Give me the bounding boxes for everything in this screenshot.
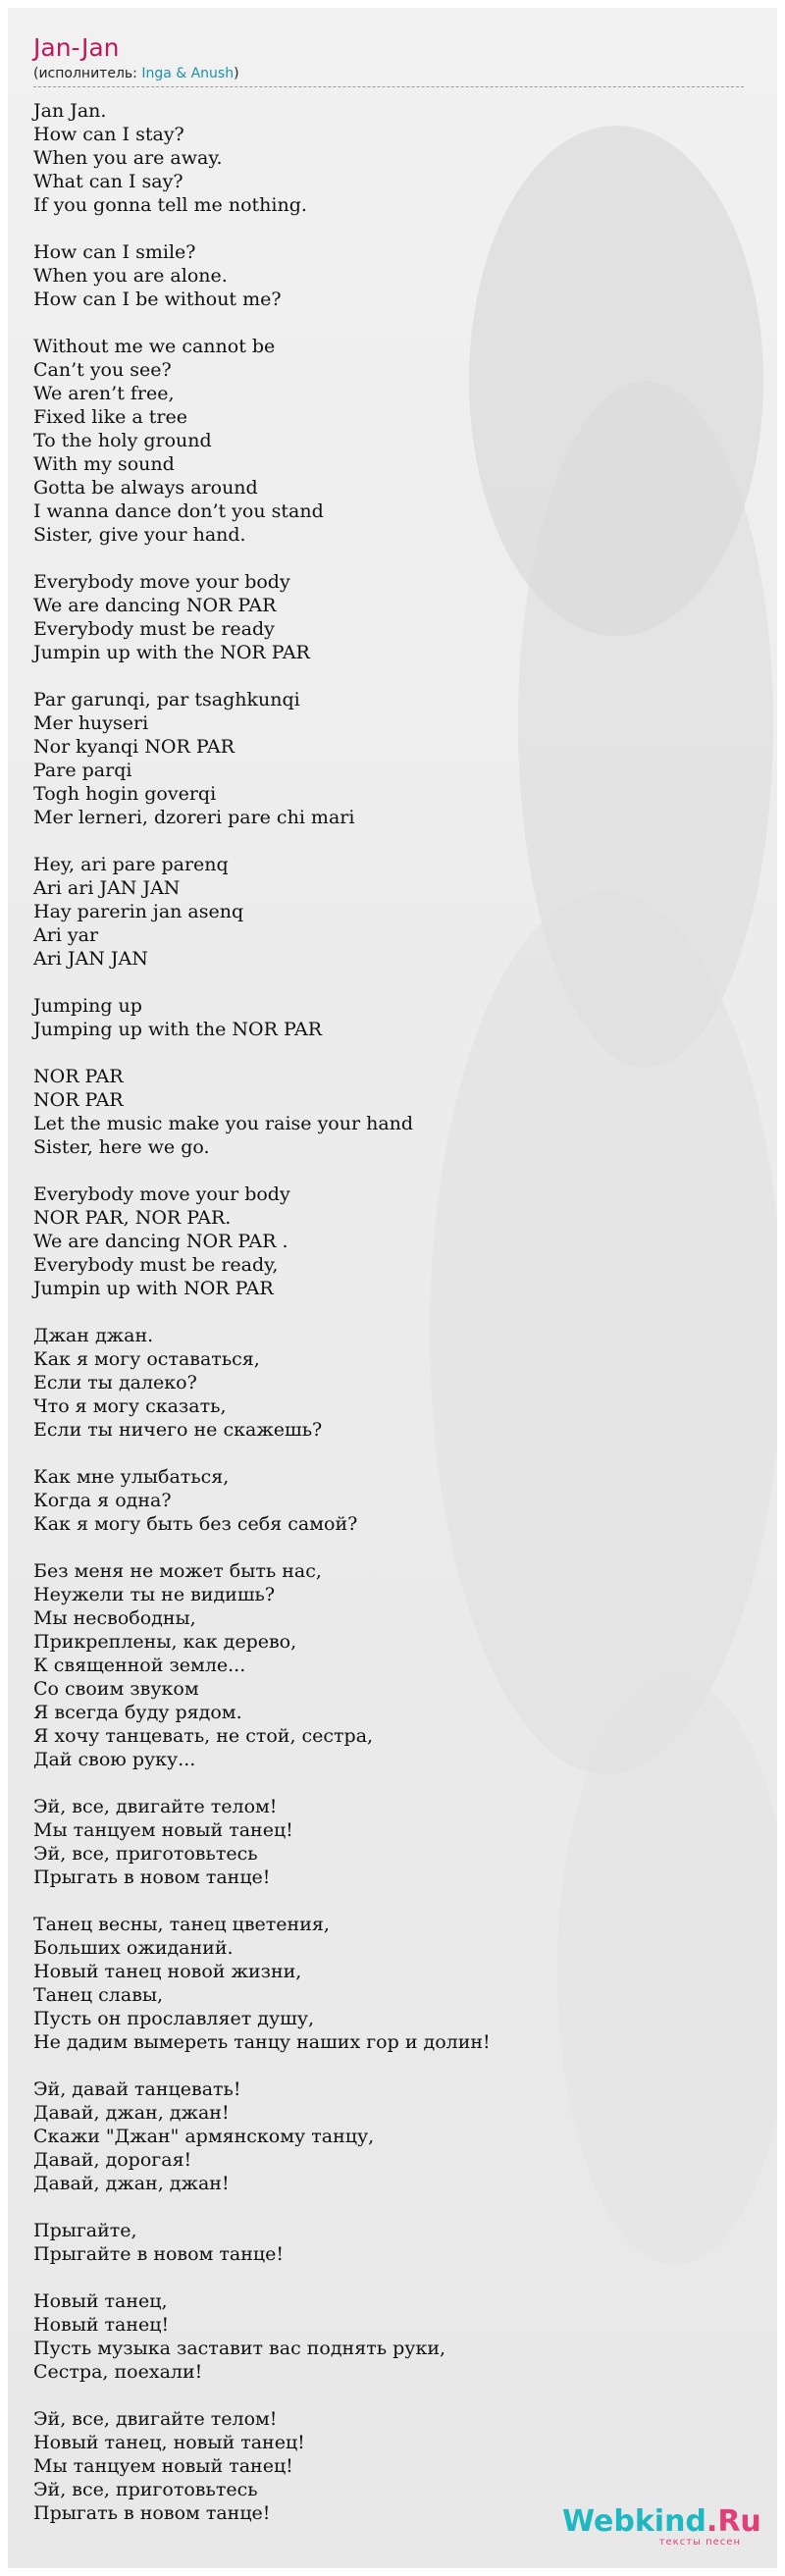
lyrics-stanza	[33, 1559, 740, 1771]
lyrics-stanza	[33, 688, 740, 829]
lyric-line: Джан джан.	[33, 1325, 154, 1346]
lyric-line: Больших ожиданий.	[33, 1937, 234, 1959]
lyrics-stanza	[33, 335, 740, 547]
lyric-line: Скажи "Джан" армянскому танцу,	[33, 2126, 375, 2147]
lyric-line: Ari ari JAN JAN	[33, 877, 181, 899]
lyric-line: Sister, give your hand.	[33, 524, 246, 546]
lyrics-stanza	[33, 1324, 740, 1442]
lyric-line: Can’t you see?	[33, 359, 172, 381]
lyric-line: If you gonna tell me nothing.	[33, 194, 307, 216]
lyric-line: Со своим звуком	[33, 1678, 199, 1700]
lyrics-stanza	[33, 1795, 740, 1889]
lyric-line: NOR PAR	[33, 1089, 124, 1111]
lyric-line: Новый танец новой жизни,	[33, 1961, 302, 1982]
lyric-line: Что я могу сказать,	[33, 1395, 227, 1417]
song-title: Jan-Jan	[33, 33, 120, 62]
lyric-line: Давай, дорогая!	[33, 2149, 192, 2171]
lyric-line: Мы танцуем новый танец!	[33, 1819, 293, 1841]
lyric-line: How can I stay?	[33, 124, 184, 145]
lyric-line: Everybody must be ready,	[33, 1254, 279, 1276]
lyric-line: Как я могу оставаться,	[33, 1348, 260, 1370]
lyric-line: We are dancing NOR PAR .	[33, 1231, 288, 1252]
lyrics-stanza	[33, 1183, 740, 1300]
lyric-line: Прыгать в новом танце!	[33, 1866, 271, 1888]
lyric-line: Пусть музыка заставит вас поднять руки,	[33, 2338, 446, 2359]
lyric-line: Прикреплены, как дерево,	[33, 1631, 297, 1653]
lyric-line: We aren’t free,	[33, 383, 175, 404]
lyric-line: Как мне улыбаться,	[33, 1466, 230, 1488]
lyrics-stanza	[33, 853, 740, 971]
lyric-line: Прыгать в новом танце!	[33, 2502, 271, 2524]
lyric-line: Mer lerneri, dzoreri pare chi mari	[33, 807, 355, 828]
lyric-line: Sister, here we go.	[33, 1136, 210, 1158]
logo-name: Webkind	[562, 2504, 706, 2539]
performer-prefix: (исполнитель:	[33, 66, 142, 81]
lyric-line: Jumpin up with the NOR PAR	[33, 642, 310, 663]
lyric-line: Новый танец!	[33, 2314, 170, 2336]
lyric-line: Jan Jan.	[33, 100, 107, 122]
lyric-line: Эй, все, двигайте телом!	[33, 2408, 278, 2430]
lyric-line: Эй, все, приготовьтесь	[33, 1843, 258, 1865]
lyric-line: Пусть он прославляет душу,	[33, 2008, 315, 2029]
lyric-line: Par garunqi, par tsaghkunqi	[33, 689, 300, 710]
lyric-line: Неужели ты не видишь?	[33, 1584, 276, 1605]
logo-tagline: тексты песен	[658, 2537, 741, 2548]
lyric-line: Прыгайте в новом танце!	[33, 2243, 284, 2265]
performer-link[interactable]: Inga & Anush	[141, 66, 235, 81]
lyric-line: We are dancing NOR PAR	[33, 595, 277, 616]
lyrics-stanza	[33, 2219, 740, 2266]
lyric-line: Mer huyseri	[33, 712, 149, 734]
lyric-line: Новый танец,	[33, 2290, 168, 2312]
lyric-line: When you are alone.	[33, 265, 228, 287]
lyric-line: NOR PAR	[33, 1066, 124, 1087]
performer-suffix: )	[234, 66, 239, 81]
site-logo[interactable]	[562, 2505, 759, 2556]
lyric-line: Everybody move your body	[33, 571, 290, 593]
lyric-line: Я хочу танцевать, не стой, сестра,	[33, 1725, 374, 1747]
lyric-line: Jumping up with the NOR PAR	[33, 1019, 323, 1040]
lyric-line: Как я могу быть без себя самой?	[33, 1513, 358, 1535]
lyrics-stanza	[33, 1065, 740, 1159]
lyric-line: Nor kyanqi NOR PAR	[33, 736, 235, 758]
lyrics-stanza	[33, 994, 740, 1041]
lyric-line: Эй, давай танцевать!	[33, 2078, 241, 2100]
lyric-line: Hay parerin jan asenq	[33, 901, 244, 922]
lyric-line: Everybody must be ready	[33, 618, 275, 640]
lyrics-stanza	[33, 570, 740, 664]
lyrics-text	[33, 99, 740, 2549]
lyric-line: How can I be without me?	[33, 289, 282, 310]
lyric-line: Jumpin up with NOR PAR	[33, 1278, 274, 1299]
logo-domain: .Ru	[706, 2504, 761, 2539]
lyric-line: Если ты далеко?	[33, 1372, 197, 1393]
lyric-line: Эй, все, приготовьтесь	[33, 2479, 258, 2500]
lyrics-stanza	[33, 1913, 740, 2054]
lyric-line: Мы танцуем новый танец!	[33, 2455, 293, 2477]
lyric-line: Jumping up	[33, 995, 142, 1017]
logo-wordmark	[562, 2505, 759, 2539]
lyric-line: Without me we cannot be	[33, 336, 276, 357]
lyric-line: Не дадим вымереть танцу наших гор и долин!	[33, 2031, 491, 2053]
lyric-line: To the holy ground	[33, 430, 212, 451]
lyric-line: How can I smile?	[33, 241, 196, 263]
lyrics-stanza	[33, 99, 740, 217]
lyric-line: Давай, джан, джан!	[33, 2102, 230, 2124]
lyric-line: Ari yar	[33, 924, 99, 946]
lyrics-stanza	[33, 2077, 740, 2195]
lyric-line: Без меня не может быть нас,	[33, 1560, 322, 1582]
lyric-line: Gotta be always around	[33, 477, 258, 499]
lyric-line: Pare parqi	[33, 760, 132, 781]
lyric-line: Если ты ничего не скажешь?	[33, 1419, 323, 1441]
lyric-line: Togh hogin goverqi	[33, 783, 217, 805]
lyric-line: Мы несвободны,	[33, 1607, 196, 1629]
lyric-line: К священной земле...	[33, 1655, 246, 1676]
lyric-line: Танец весны, танец цветения,	[33, 1914, 330, 1935]
song-header	[33, 33, 744, 87]
lyric-line: I wanna dance don’t you stand	[33, 500, 324, 522]
lyrics-stanza	[33, 2289, 740, 2384]
lyric-line: Давай, джан, джан!	[33, 2173, 230, 2194]
lyric-line: Новый танец, новый танец!	[33, 2432, 305, 2453]
lyric-line: When you are away.	[33, 147, 223, 169]
lyric-line: Сестра, поехали!	[33, 2361, 203, 2383]
lyrics-stanza	[33, 240, 740, 311]
lyric-line: Let the music make you raise your hand	[33, 1113, 414, 1134]
lyric-line: Everybody move your body	[33, 1183, 290, 1205]
lyric-line: Hey, ari pare parenq	[33, 854, 229, 875]
lyric-line: NOR PAR, NOR PAR.	[33, 1207, 232, 1229]
lyric-line: What can I say?	[33, 171, 183, 192]
performer-line	[33, 65, 744, 87]
lyric-line: Fixed like a tree	[33, 406, 187, 428]
lyric-line: Ari JAN JAN	[33, 948, 148, 970]
lyric-line: Дай свою руку...	[33, 1749, 196, 1770]
lyrics-stanza	[33, 1465, 740, 1536]
lyric-line: With my sound	[33, 453, 175, 475]
lyric-line: Прыгайте,	[33, 2220, 137, 2241]
lyric-line: Танец славы,	[33, 1984, 164, 2006]
lyric-line: Когда я одна?	[33, 1490, 172, 1511]
lyric-line: Я всегда буду рядом.	[33, 1702, 242, 1723]
lyric-line: Эй, все, двигайте телом!	[33, 1796, 278, 1817]
